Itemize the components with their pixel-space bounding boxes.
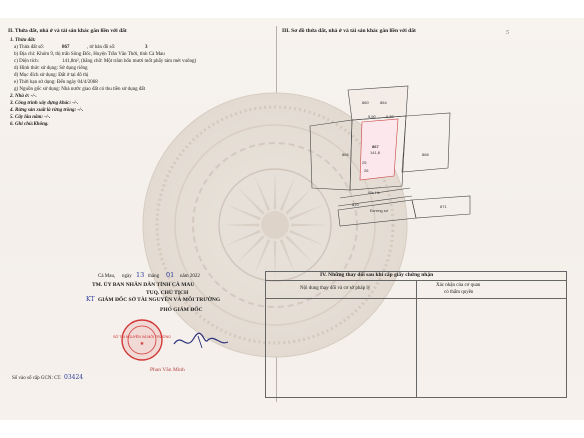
sign-date-day: 13 bbox=[136, 271, 145, 279]
map-lot-864: 864 bbox=[380, 100, 387, 105]
map-dim-top: 5,50 bbox=[386, 114, 394, 119]
map-area: 141,8 bbox=[370, 150, 381, 155]
usage-form: d) Hình thức sử dụng: Sử dụng riêng bbox=[14, 66, 88, 71]
signing-tuq: TUQ. CHỦ TỊCH bbox=[146, 290, 189, 296]
section-5-trees: 5. Cây lâu năm: -/-. bbox=[10, 115, 51, 120]
map-road-name: Đường số bbox=[370, 208, 388, 213]
page-mark: 5 bbox=[506, 30, 509, 36]
map-lot-871: 871 bbox=[440, 204, 447, 209]
changes-col-separator bbox=[416, 280, 417, 397]
parcel-map bbox=[300, 78, 520, 228]
changes-title: IV. Những thay đổi sau khi cấp giấy chứng nhận bbox=[320, 272, 434, 278]
sign-date-year: năm 2022 bbox=[180, 274, 200, 279]
map-lot-860: 860 bbox=[362, 100, 369, 105]
usage-term: e) Thời hạn sử dụng: Đến ngày 04/4/2068 bbox=[14, 80, 98, 85]
parcel-number-value: 867 bbox=[62, 45, 70, 50]
signer-name: Phan Văn Minh bbox=[150, 367, 185, 373]
usage-purpose: đ) Mục đích sử dụng: Đất ở tại đô thị bbox=[14, 73, 89, 78]
changes-col1-header bbox=[266, 280, 416, 299]
changes-col2-label-line1: Xác nhận của cơ quan bbox=[436, 283, 481, 288]
signing-kt: KT bbox=[86, 296, 95, 303]
area-label: c) Diện tích: bbox=[14, 59, 39, 64]
section-ii-heading: II. Thửa đất, nhà ở và tài sản khác gắn liền với đất bbox=[8, 28, 127, 34]
address: b) Địa chỉ: Khóm 9, thị trấn Sông Đốc, Huyện Trần Văn Thời, tỉnh Cà Mau bbox=[14, 52, 165, 57]
changes-col1-label: Nội dung thay đổi và cơ sở pháp lý bbox=[300, 286, 371, 291]
section-6-note: 6. Ghi chú:Không. bbox=[10, 122, 49, 127]
map-dim-top-2: 5,50 bbox=[368, 114, 376, 119]
map-dim-side-2: 26 bbox=[364, 168, 369, 173]
map-sheet-label: , tờ bản đồ số: bbox=[87, 45, 116, 50]
sign-date-month: 01 bbox=[166, 271, 175, 279]
sign-date-day-label: ngày bbox=[122, 274, 132, 279]
seal-text: SỞ TÀI NGUYÊN VÀ MÔI TRƯỜNG bbox=[113, 335, 171, 339]
map-road-edge: Vỉa Hè bbox=[368, 190, 381, 195]
cert-register-number: 03424 bbox=[64, 374, 84, 381]
map-lot-868: 868 bbox=[422, 152, 429, 157]
map-lot-870: 870 bbox=[352, 202, 359, 207]
svg-text:★: ★ bbox=[139, 342, 145, 347]
section-3-construction: 3. Công trình xây dựng khác: -/-. bbox=[10, 101, 79, 106]
usage-origin: g) Nguồn gốc sử dụng: Nhà nước giao đất có thu tiền sử dụng đất bbox=[14, 87, 146, 92]
signing-vice: PHÓ GIÁM ĐỐC bbox=[160, 307, 203, 313]
signing-org: TM. ỦY BAN NHÂN DÂN TỈNH CÀ MAU bbox=[92, 282, 195, 288]
map-lot-867: 867 bbox=[372, 144, 379, 149]
cert-register-label: Số vào sổ cấp GCN: CT. bbox=[12, 376, 62, 381]
parcel-number-label: a) Thửa đất số: bbox=[14, 45, 44, 50]
area-value: 141,8m², (bằng chữ: Một trăm bốn mươi mốt phẩy tám mét vuông) bbox=[62, 59, 197, 64]
section-4-forest: 4. Rừng sản xuất là rừng trồng: -/-. bbox=[10, 108, 84, 113]
section-1-title: 1. Thửa đất: bbox=[10, 38, 36, 43]
official-seal bbox=[113, 318, 171, 362]
changes-col2-header bbox=[416, 280, 566, 299]
section-iii-heading: III. Sơ đồ thửa đất, nhà ở và tài sản khác gắn liền với đất bbox=[282, 28, 416, 34]
sign-date-place: Cà Mau, bbox=[98, 274, 116, 279]
section-2-house: 2. Nhà ở: -/-. bbox=[10, 94, 37, 99]
changes-col2-label-line2: có thẩm quyền bbox=[444, 290, 474, 295]
map-dim-side: 25 bbox=[362, 160, 367, 165]
map-lot-866: 866 bbox=[342, 152, 349, 157]
map-sheet-value: 3 bbox=[145, 45, 148, 50]
signature bbox=[168, 324, 238, 354]
changes-table bbox=[265, 271, 567, 398]
sign-date-month-label: tháng bbox=[148, 274, 160, 279]
signing-director: GIÁM ĐỐC SỞ TÀI NGUYÊN VÀ MÔI TRƯỜNG bbox=[98, 297, 221, 303]
certificate-page bbox=[0, 18, 584, 420]
